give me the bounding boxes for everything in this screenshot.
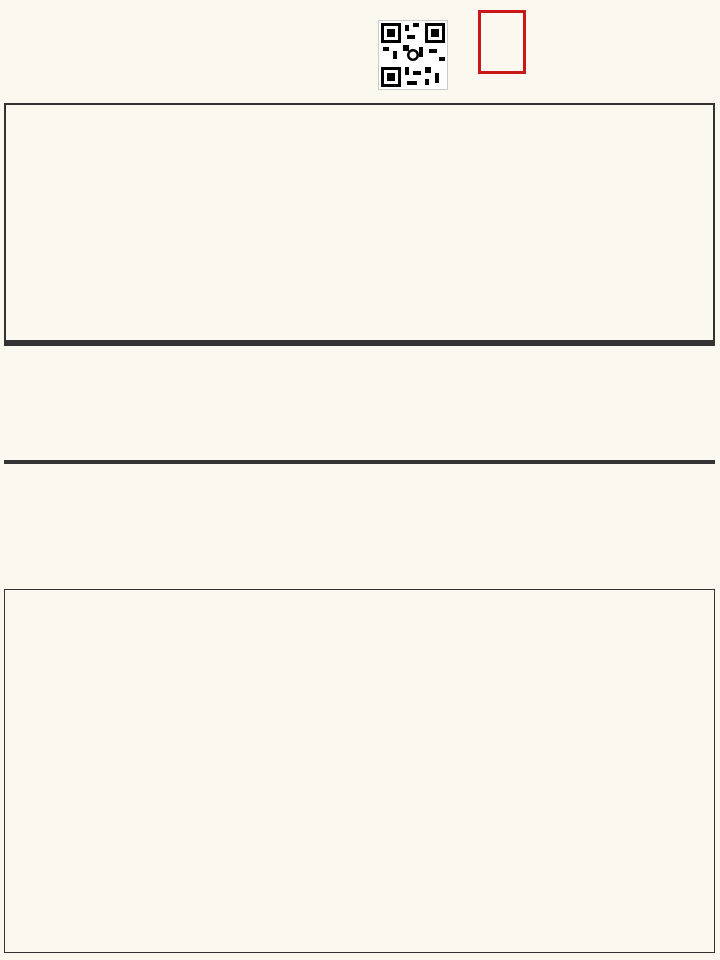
yearly-fortune-grid <box>4 589 715 953</box>
luck-periods-row-1 <box>4 342 715 346</box>
luck-periods-row-2 <box>4 460 715 464</box>
qr-code-icon[interactable] <box>378 20 448 90</box>
four-pillars-table <box>4 103 715 342</box>
red-seal-stamp <box>478 10 526 74</box>
